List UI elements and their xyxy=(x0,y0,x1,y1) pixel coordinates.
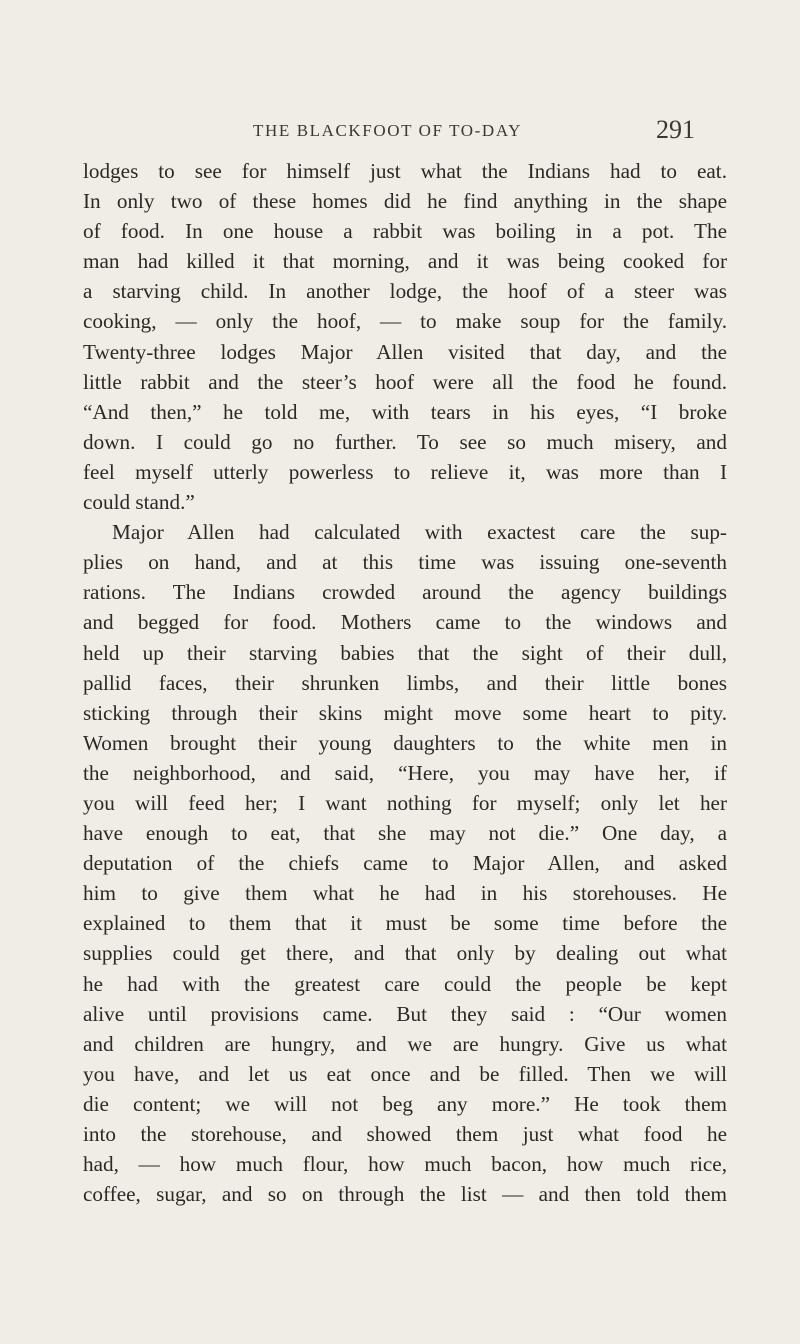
text-line: plies on hand, and at this time was issuing one-seventh xyxy=(83,550,727,575)
text-line: sticking through their skins might move some heart to pity. xyxy=(83,700,727,725)
text-line: man had killed it that morning, and it was being cooked for xyxy=(83,249,727,274)
text-line: and begged for food. Mothers came to the windows and xyxy=(83,610,727,635)
body-text xyxy=(83,156,727,1209)
text-line: the neighborhood, and said, “Here, you may have her, if xyxy=(83,760,727,785)
text-line: lodges to see for himself just what the Indians had to eat. xyxy=(83,159,727,183)
text-line: rations. The Indians crowded around the agency buildings xyxy=(83,580,727,605)
text-line: had, — how much flour, how much bacon, how much rice, xyxy=(83,1152,727,1177)
text-line: a starving child. In another lodge, the hoof of a steer was xyxy=(83,279,727,304)
text-line: little rabbit and the steer’s hoof were all the food he found. xyxy=(83,369,727,394)
text-line: alive until provisions came. But they said : “Our women xyxy=(83,1001,727,1026)
text-line: you will feed her; I want nothing for myself; only let her xyxy=(83,790,727,815)
text-line: have enough to eat, that she may not die.” One day, a xyxy=(83,821,727,846)
text-line: could stand.” xyxy=(83,490,195,515)
running-title: THE BLACKFOOT OF TO-DAY xyxy=(253,121,523,140)
text-line: coffee, sugar, and so on through the list — and then told them xyxy=(83,1182,727,1207)
text-line: deputation of the chiefs came to Major Allen, and asked xyxy=(83,851,727,876)
text-line: you have, and let us eat once and be filled. Then we will xyxy=(83,1061,727,1086)
text-line: supplies could get there, and that only by dealing out what xyxy=(83,941,727,966)
page-number: 291 xyxy=(656,115,695,144)
text-line: into the storehouse, and showed them just what food he xyxy=(83,1122,727,1146)
text-line: In only two of these homes did he find anything in the shape xyxy=(83,189,727,214)
running-head xyxy=(0,117,800,147)
text-line: he had with the greatest care could the people be kept xyxy=(83,971,727,996)
text-line: Women brought their young daughters to the white men in xyxy=(83,730,727,755)
text-line: pallid faces, their shrunken limbs, and their little bones xyxy=(83,670,727,695)
text-line: “And then,” he told me, with tears in his eyes, “I broke xyxy=(83,399,727,424)
text-line: die content; we will not beg any more.” He took them xyxy=(83,1091,727,1116)
text-line: explained to them that it must be some time before the xyxy=(83,911,727,936)
text-line: and children are hungry, and we are hungry. Give us what xyxy=(83,1031,727,1056)
text-line: of food. In one house a rabbit was boiling in a pot. The xyxy=(83,219,727,244)
text-line: feel myself utterly powerless to relieve it, was more than I xyxy=(83,459,727,484)
text-line: Major Allen had calculated with exactest care the sup- xyxy=(112,520,727,545)
text-line: down. I could go no further. To see so much misery, and xyxy=(83,429,727,454)
text-line: held up their starving babies that the sight of their dull, xyxy=(83,640,727,665)
text-line: him to give them what he had in his storehouses. He xyxy=(83,881,727,906)
text-line: Twenty-three lodges Major Allen visited that day, and the xyxy=(83,339,727,364)
text-line: cooking, — only the hoof, — to make soup for the family. xyxy=(83,309,727,334)
